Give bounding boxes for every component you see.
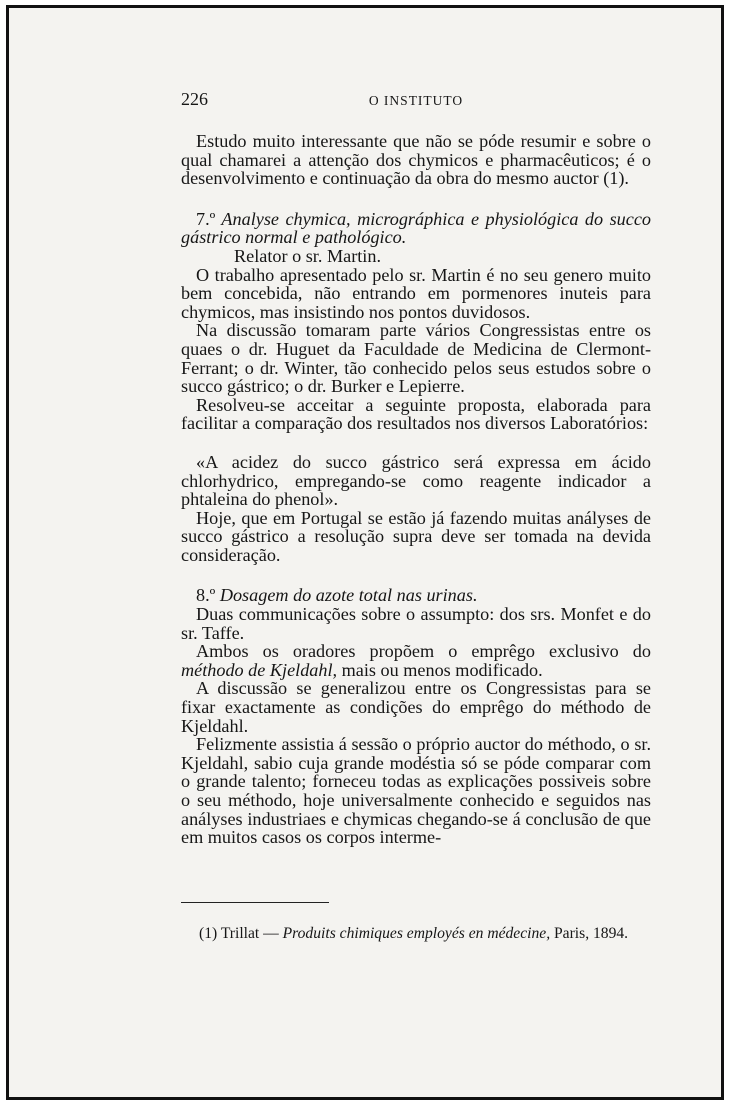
page-header [181,90,651,110]
item-7-paragraph-1: O trabalho apresentado pelo sr. Martin é no seu genero muito bem concebida, não entrando em pormenores inuteis para chymicos, mas insistindo nos pontos duvidosos. [181,264,651,322]
item-8-paragraph-1: Duas communicações sobre o assumpto: dos srs. Monfet e do sr. Taffe. [181,604,651,643]
item-8-paragraph-4: Felizmente assistia á sessão o próprio auctor do méthodo, o sr. Kjeldahl, sabio cuja grande modéstia só se póde comparar com o grande talento; forneceu todas as explicações possiveis sobre o seu méthodo, hoje universalmente conhecido e seguidos nas anályses industriaes e chymicas chegando-se á conclusão de que em muitos casos os corpos interme- [181,734,651,848]
item-8-paragraph-2-end: mais ou menos modificado. [337,659,543,680]
footnote-title: Produits chimiques employés en médecine, [282,925,551,942]
item-7-paragraph-4: Hoje, que em Portugal se estão já fazendo muitas anályses de succo gástrico a resolução supra deve ser tomada na devida consideração. [181,507,651,565]
item-8-paragraph-3: A discussão se generalizou entre os Congressistas para se fixar exactamente as condições do emprêgo do méthodo de Kjeldahl. [181,678,651,736]
item-8-number: 8.º [196,585,216,606]
item-8-heading [181,586,651,605]
footnote-marker: (1) [199,925,218,942]
kjeldahl-method-emphasis: méthodo de Kjeldahl, [181,659,338,680]
page-number: 226 [181,89,208,109]
item-7-title: Analyse chymica, micrográphica e physiológica do succo gástrico normal e pathológico. [181,208,651,248]
footnote-rule [181,902,329,903]
item-8-paragraph-2 [181,642,651,679]
paragraph-intro: Estudo muito interessante que não se póde resumir e sobre o qual chamarei a attenção dos chymicos e pharmacêuticos; é o desenvolvimento e continuação da obra do mesmo auctor (1). [181,131,651,189]
page-scan-frame [6,5,724,1100]
item-7-heading [181,210,651,247]
footnote-rest: Paris, 1894. [550,925,629,942]
item-8-paragraph-2-start: Ambos os oradores propõem o emprêgo exclusivo do [196,641,651,662]
item-7-relator: Relator o sr. Martin. [234,245,381,266]
item-7-quote: «A acidez do succo gástrico será expressa em ácido chlorhydrico, empregando-se como reagente indicador a phtaleina do phenol». [181,451,651,510]
footnote [199,925,651,944]
item-7-number: 7.º [196,208,216,229]
item-7-paragraph-3: Resolveu-se acceitar a seguinte proposta, elaborada para facilitar a comparação dos resultados nos diversos Laboratórios: [181,394,651,434]
footnote-author: Trillat — [220,925,283,942]
item-7-paragraph-2: Na discussão tomaram parte vários Congressistas entre os quaes o dr. Huguet da Faculdade de Medicina de Clermont-Ferrant; o dr. Winter, tão conhecido pelos seus estudos sobre o succo gástrico; o dr. Burker e Lepierre. [181,320,651,397]
item-8-title: Dosagem do azote total nas urinas. [219,585,478,606]
page-body [181,132,651,847]
running-head: O INSTITUTO [368,93,464,108]
